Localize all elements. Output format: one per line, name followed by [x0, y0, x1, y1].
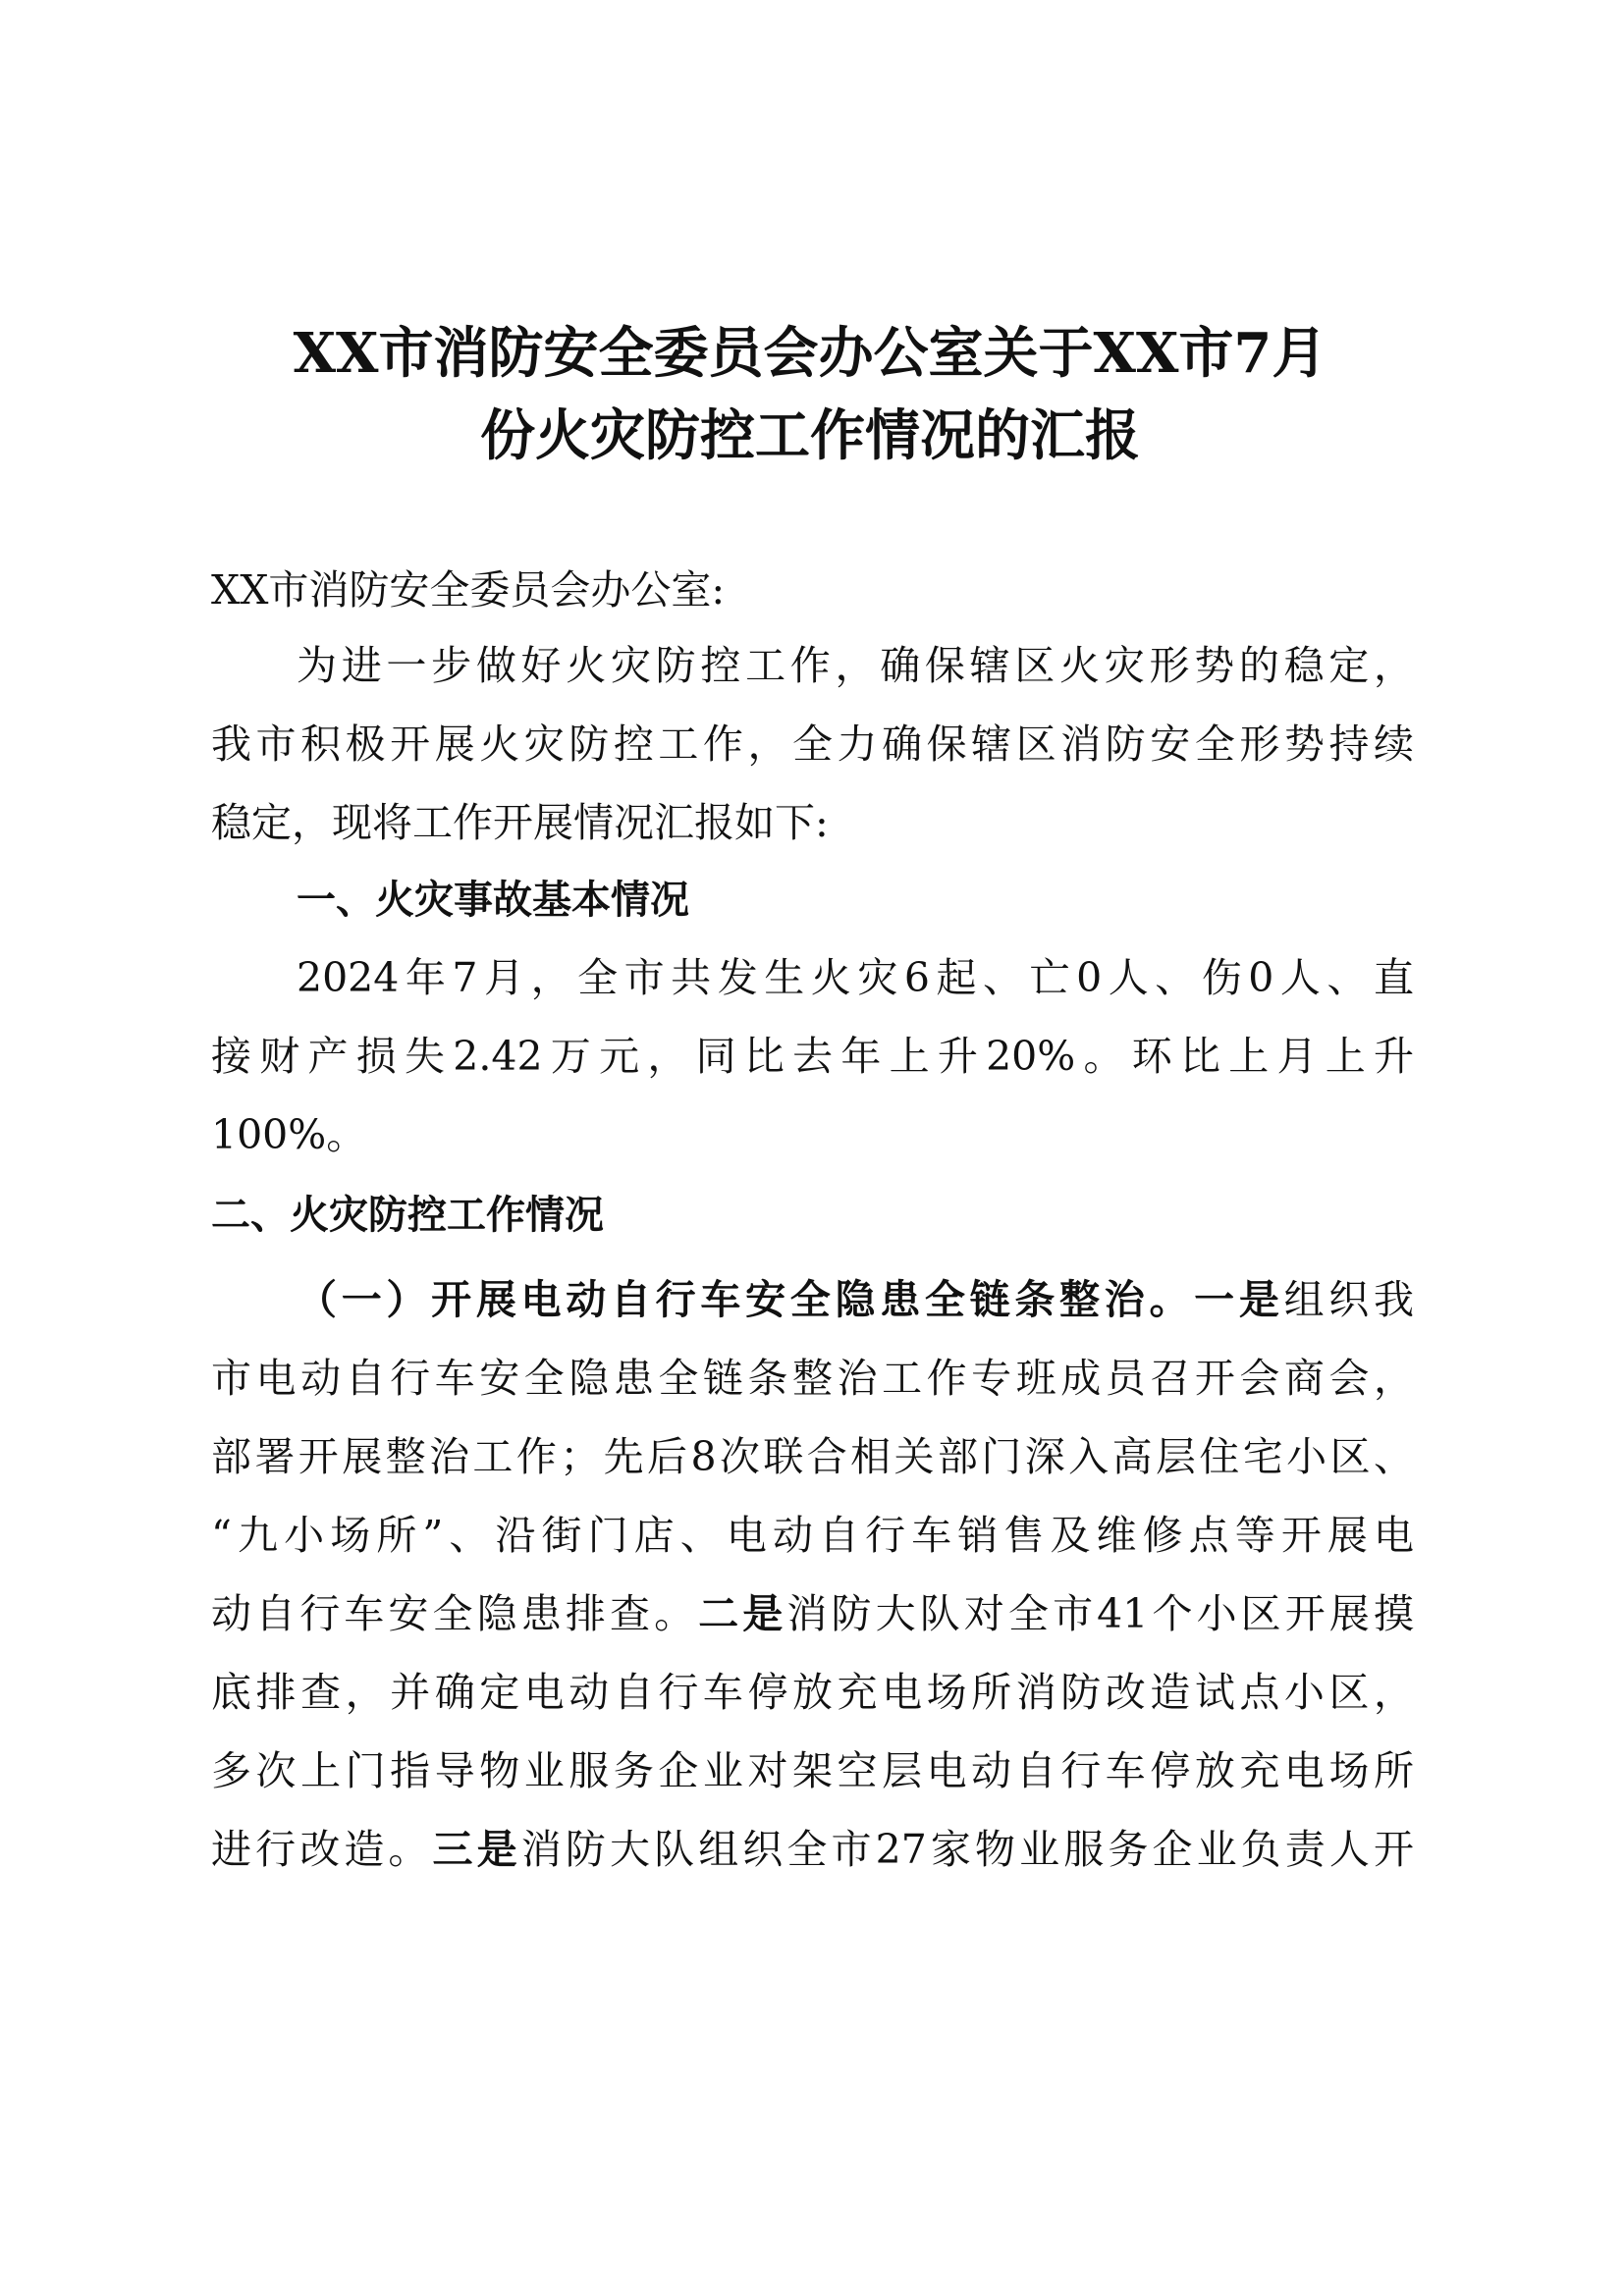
marker-second: 二是 — [698, 1590, 787, 1637]
section-1-heading: 一、火灾事故基本情况 — [297, 878, 689, 923]
document-title — [211, 312, 1409, 477]
section-2-line-7: 多次上门指导物业服务企业对架空层电动自行车停放充电场所 — [211, 1747, 1414, 1794]
title-line-2: 份火灾防控工作情况的汇报 — [480, 403, 1140, 468]
section-2-line-6: 底排查，并确定电动自行车停放充电场所消防改造试点小区， — [211, 1669, 1414, 1716]
section-2-line-4: “九小场所”、沿街门店、电动自行车销售及维修点等开展电 — [211, 1512, 1414, 1559]
section-2-line-3: 部署开展整治工作；先后8次联合相关部门深入高层住宅小区、 — [211, 1433, 1414, 1480]
section-2-heading: 二、火灾防控工作情况 — [211, 1193, 604, 1238]
marker-third: 三是 — [432, 1826, 521, 1873]
section-1-line-3: 100%。 — [211, 1111, 367, 1158]
section-1-line-2: 接财产损失2.42万元，同比去年上升20%。环比上月上升 — [211, 1033, 1414, 1080]
section-1-line-1: 2024年7月，全市共发生火灾6起、亡0人、伤0人、直 — [297, 954, 1414, 1001]
title-line-1: XX市消防安全委员会办公室关于XX市7月 — [293, 321, 1327, 386]
marker-first: 一是 — [1194, 1276, 1284, 1323]
section-2-line-1: （一）开展电动自行车安全隐患全链条整治。一是组织我 — [297, 1276, 1415, 1323]
salutation: XX市消防安全委员会办公室: — [211, 566, 726, 614]
intro-line-2: 我市积极开展火灾防控工作，全力确保辖区消防安全形势持续 — [211, 721, 1414, 768]
section-2-line-5: 动自行车安全隐患排查。二是消防大队对全市41个小区开展摸 — [211, 1590, 1415, 1637]
subsection-1-title: （一）开展电动自行车安全隐患全链条整治。 — [297, 1276, 1195, 1323]
intro-line-3: 稳定，现将工作开展情况汇报如下: — [211, 799, 829, 846]
section-2-line-8: 进行改造。三是消防大队组织全市27家物业服务企业负责人开 — [211, 1826, 1415, 1873]
intro-line-1: 为进一步做好火灾防控工作，确保辖区火灾形势的稳定， — [297, 642, 1414, 689]
section-2-line-2: 市电动自行车安全隐患全链条整治工作专班成员召开会商会， — [211, 1355, 1414, 1402]
